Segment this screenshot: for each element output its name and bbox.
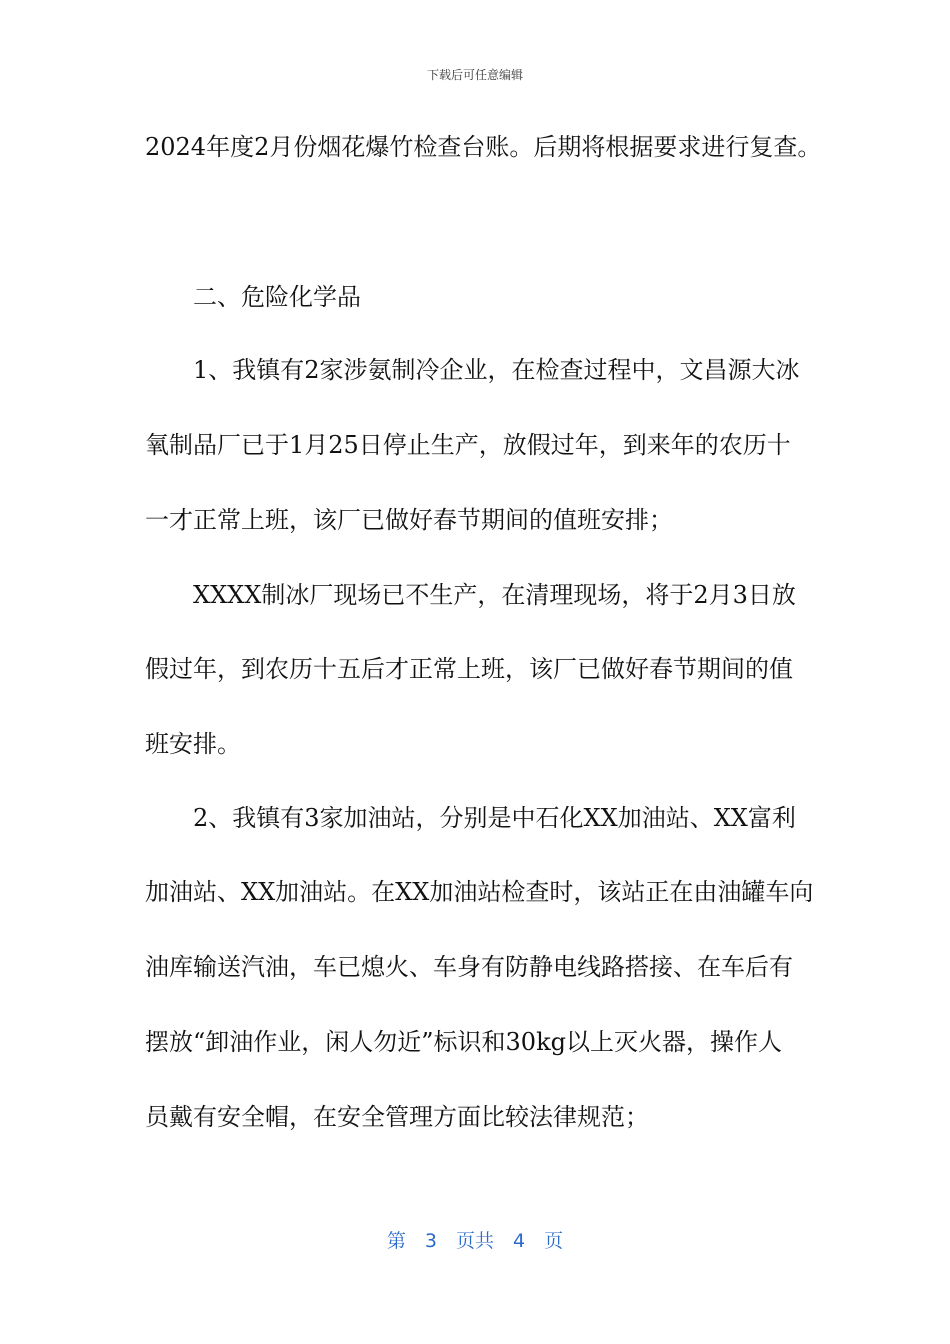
paragraph-line: 2、我镇有3家加油站，分别是中石化XX加油站、XX富利	[193, 804, 796, 832]
paragraph-line: 1、我镇有2家涉氨制冷企业，在检查过程中，文昌源大冰	[193, 356, 800, 384]
paragraph-line: 摆放“卸油作业，闲人勿近”标识和30kg以上灭火器，操作人	[145, 1028, 782, 1056]
paragraph-line: 员戴有安全帽，在安全管理方面比较法律规范；	[145, 1103, 649, 1131]
page-number-footer: 第 3 页共 4 页	[386, 1230, 564, 1252]
paragraph-line: 油库输送汽油，车已熄火、车身有防静电线路搭接、在车后有	[145, 953, 793, 981]
section-heading: 二、危险化学品	[193, 283, 361, 311]
paragraph-line: 加油站、XX加油站。在XX加油站检查时，该站正在由油罐车向	[145, 878, 814, 906]
paragraph-line: 一才正常上班，该厂已做好春节期间的值班安排；	[145, 506, 673, 534]
paragraph-line: 假过年，到农历十五后才正常上班，该厂已做好春节期间的值	[145, 655, 793, 683]
paragraph-line: 班安排。	[145, 730, 241, 758]
paragraph-line: 2024年度2月份烟花爆竹检查台账。后期将根据要求进行复查。	[145, 133, 822, 161]
paragraph-line: XXXX制冰厂现场已不生产，在清理现场，将于2月3日放	[193, 581, 796, 609]
header-note: 下载后可任意编辑	[426, 68, 523, 82]
paragraph-line: 氧制品厂已于1月25日停止生产，放假过年，到来年的农历十	[145, 431, 791, 459]
